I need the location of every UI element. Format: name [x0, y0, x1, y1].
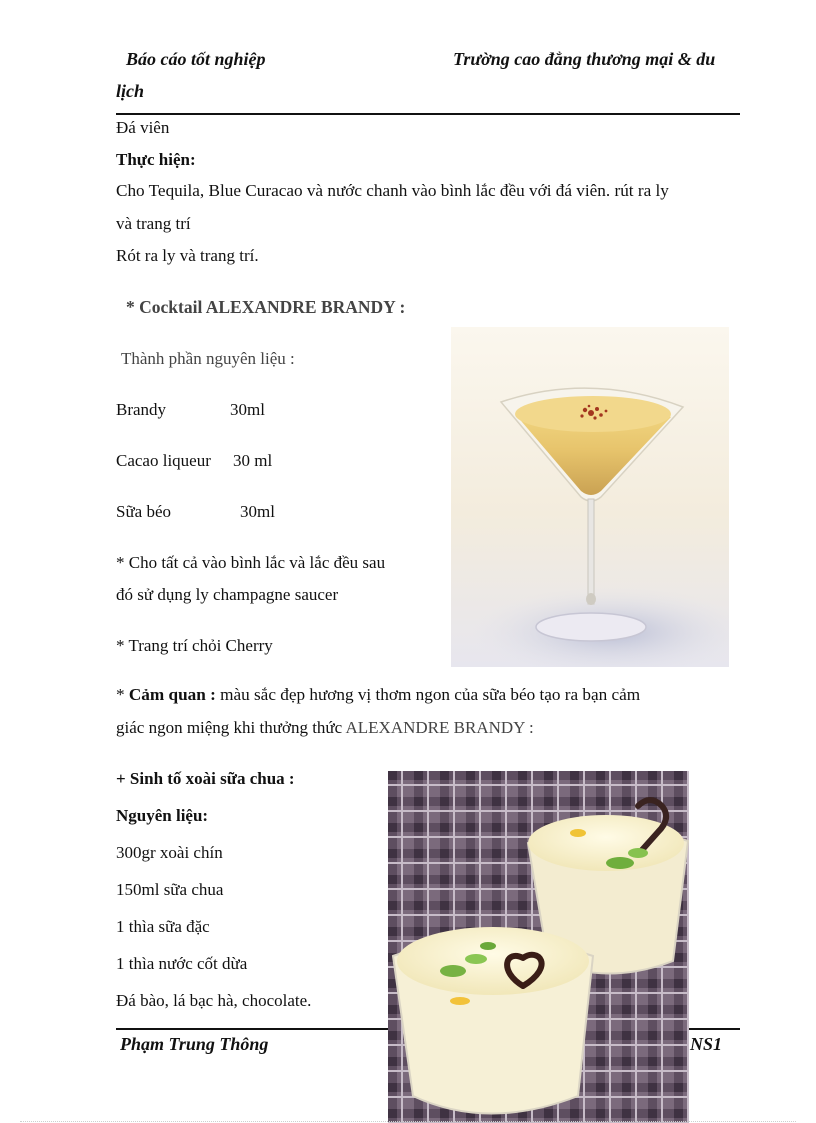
- review-line-2: [116, 718, 534, 738]
- method-line-3: Rót ra ly và trang trí.: [116, 246, 259, 265]
- ingredient-qty: 30 ml: [233, 451, 273, 470]
- ingredient-qty: 30ml: [230, 400, 265, 419]
- smoothie-item: 1 thìa sữa đặc: [116, 917, 210, 936]
- smoothie-photo: [388, 771, 689, 1123]
- smoothie-item: 150ml sữa chua: [116, 880, 224, 899]
- ingredient-name: Brandy: [116, 400, 167, 419]
- ingredient-name: Cacao liqueur: [116, 451, 211, 470]
- method-line-2: và trang trí: [116, 214, 191, 233]
- step-1-line-2: đó sử dụng ly champagne saucer: [116, 585, 339, 604]
- ingredients-label: Thành phần nguyên liệu :: [121, 349, 295, 368]
- smoothie-title: + Sinh tố xoài sữa chua :: [116, 769, 295, 788]
- method-line-1: Cho Tequila, Blue Curacao và nước chanh vào bình lắc đều với đá viên. rút ra ly: [116, 181, 669, 200]
- cocktail-title: * Cocktail ALEXANDRE BRANDY :: [126, 297, 406, 317]
- smoothie-item: 1 thìa nước cốt dừa: [116, 954, 248, 973]
- review-text-2: giác ngon miệng khi thưởng thức: [116, 718, 343, 737]
- header-rule: [116, 113, 740, 115]
- ingredient-qty: 30ml: [240, 502, 275, 521]
- ingredient-name: Sữa béo: [116, 502, 172, 521]
- header-left: Báo cáo tốt nghiệp: [126, 49, 266, 69]
- review-line-1: [116, 685, 640, 705]
- header-right-continued: lịch: [116, 81, 145, 101]
- footer-author: Phạm Trung Thông: [120, 1034, 269, 1054]
- step-1-line-1: * Cho tất cả vào bình lắc và lắc đều sau: [116, 553, 386, 572]
- page-edge-dotted-line: [20, 1121, 796, 1122]
- cocktail-photo: [451, 327, 729, 667]
- method-heading: Thực hiện:: [116, 150, 196, 169]
- review-label: Cảm quan :: [128, 685, 216, 704]
- review-asterisk: *: [116, 685, 129, 704]
- footer-code: NS1: [690, 1034, 723, 1054]
- step-2: * Trang trí chỏi Cherry: [116, 636, 273, 655]
- smoothie-ingredients-label: Nguyên liệu:: [116, 806, 209, 825]
- smoothie-item: Đá bào, lá bạc hà, chocolate.: [116, 991, 312, 1010]
- review-cocktail-name: ALEXANDRE BRANDY :: [345, 718, 534, 737]
- smoothie-item: 300gr xoài chín: [116, 843, 223, 862]
- header-right: Trường cao đẳng thương mại & du: [453, 49, 716, 69]
- ice-line: Đá viên: [116, 118, 170, 137]
- review-text: màu sắc đẹp hương vị thơm ngon của sữa béo tạo ra bạn cảm: [220, 685, 641, 704]
